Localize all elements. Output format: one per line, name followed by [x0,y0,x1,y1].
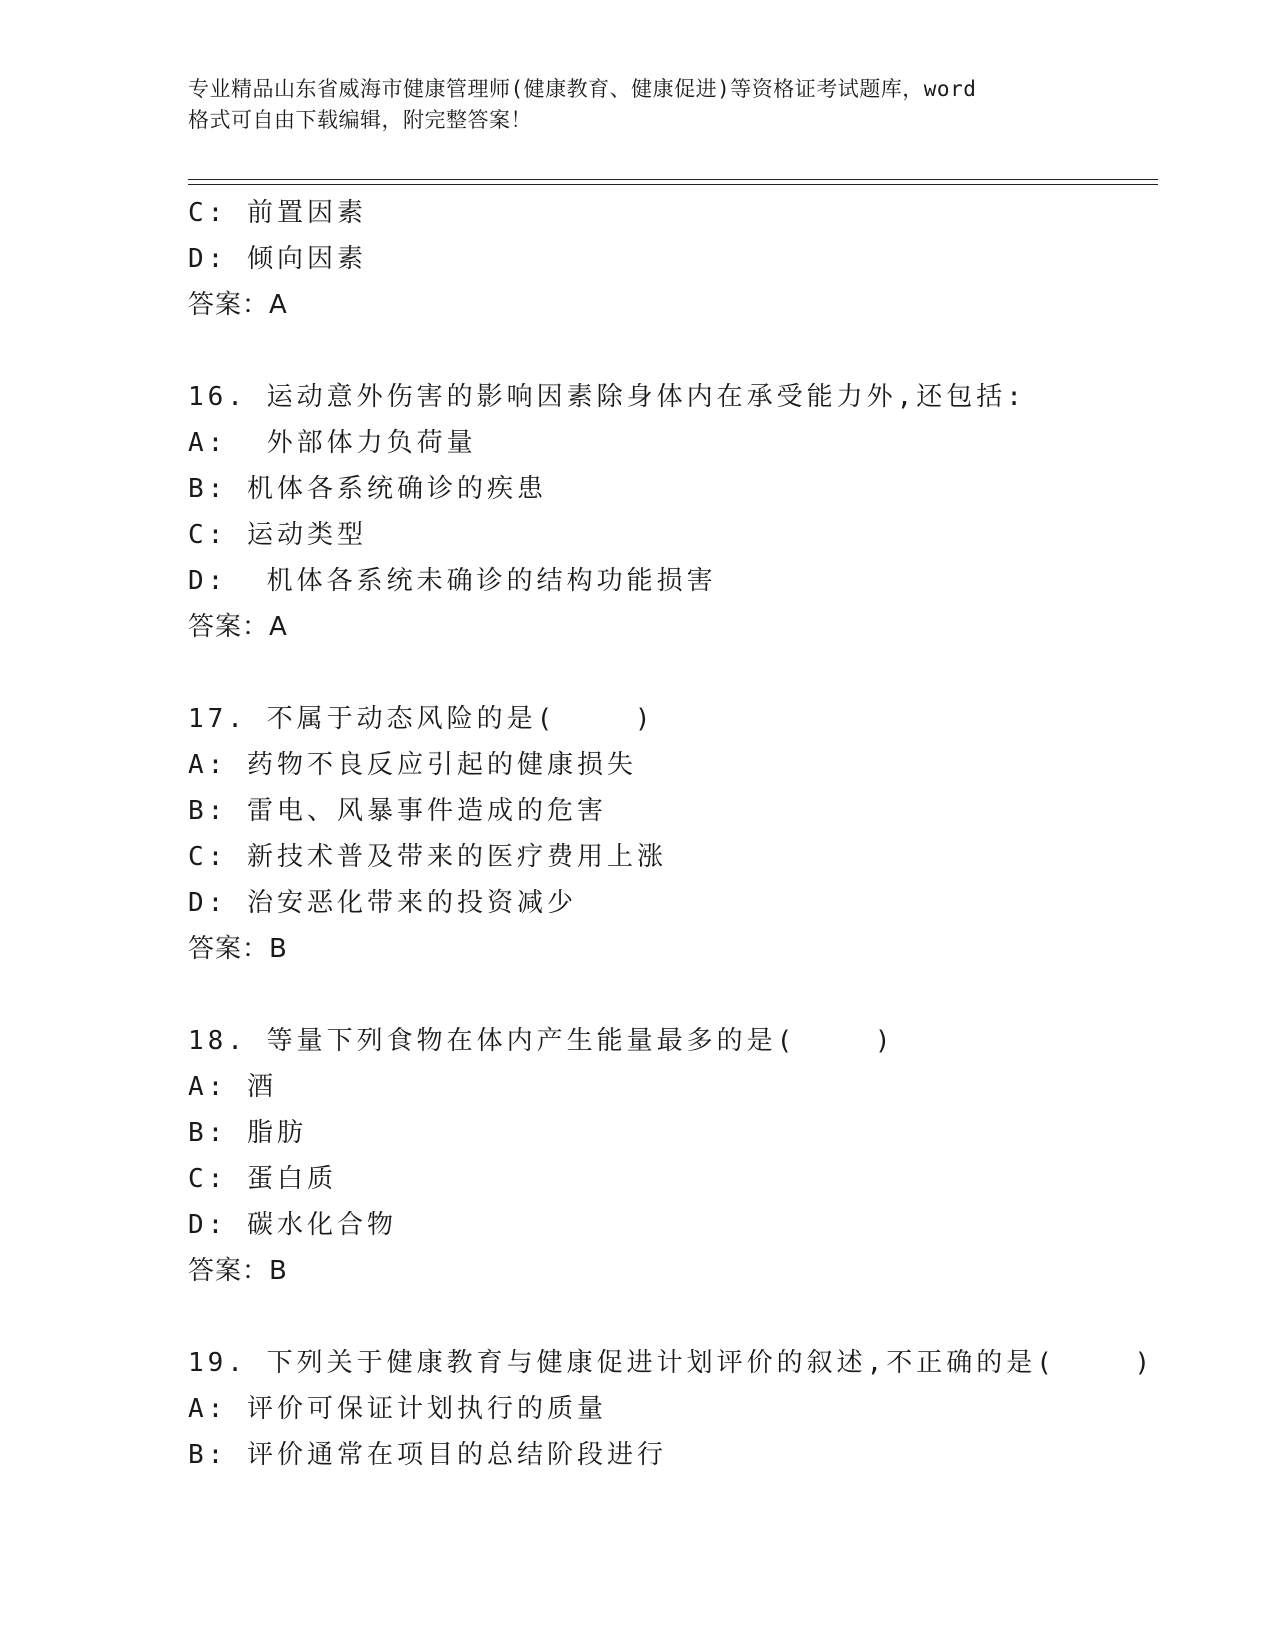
question-18 [188,1018,1168,1294]
header-line-2: 格式可自由下载编辑，附完整答案！ [188,108,532,132]
option-b: B: 雷电、风暴事件造成的危害 [188,796,607,826]
header-divider-bottom [188,184,1158,185]
answer: 答案：B [188,934,288,964]
question-15-continued [188,190,1168,328]
header-divider-top [188,179,1158,180]
question-stem: 19. 下列关于健康教育与健康促进计划评价的叙述,不正确的是( ) [188,1348,1155,1378]
question-19 [188,1340,1168,1478]
option-d: D: 倾向因素 [188,244,367,274]
option-b: B: 机体各系统确诊的疾患 [188,474,547,504]
option-c: C: 新技术普及带来的医疗费用上涨 [188,842,667,872]
option-a: A: 酒 [188,1072,277,1102]
answer: 答案：B [188,1256,288,1286]
document-header [188,74,1088,136]
option-a: A: 评价可保证计划执行的质量 [188,1394,607,1424]
option-c: C: 运动类型 [188,520,367,550]
option-c: C: 前置因素 [188,198,367,228]
question-16 [188,374,1168,650]
answer: 答案：A [188,612,288,642]
question-stem: 18. 等量下列食物在体内产生能量最多的是( ) [188,1026,895,1056]
option-b: B: 脂肪 [188,1118,307,1148]
option-d: D: 碳水化合物 [188,1210,397,1240]
question-17 [188,696,1168,972]
option-a: A: 外部体力负荷量 [188,428,477,458]
option-d: D: 治安恶化带来的投资减少 [188,888,577,918]
question-stem: 17. 不属于动态风险的是( ) [188,704,655,734]
question-stem: 16. 运动意外伤害的影响因素除身体内在承受能力外,还包括: [188,382,1026,412]
answer: 答案：A [188,290,288,320]
question-list [188,190,1168,1478]
header-line-1: 专业精品山东省威海市健康管理师(健康教育、健康促进)等资格证考试题库，word [188,77,977,101]
option-a: A: 药物不良反应引起的健康损失 [188,750,637,780]
option-b: B: 评价通常在项目的总结阶段进行 [188,1440,667,1470]
option-d: D: 机体各系统未确诊的结构功能损害 [188,566,717,596]
option-c: C: 蛋白质 [188,1164,337,1194]
